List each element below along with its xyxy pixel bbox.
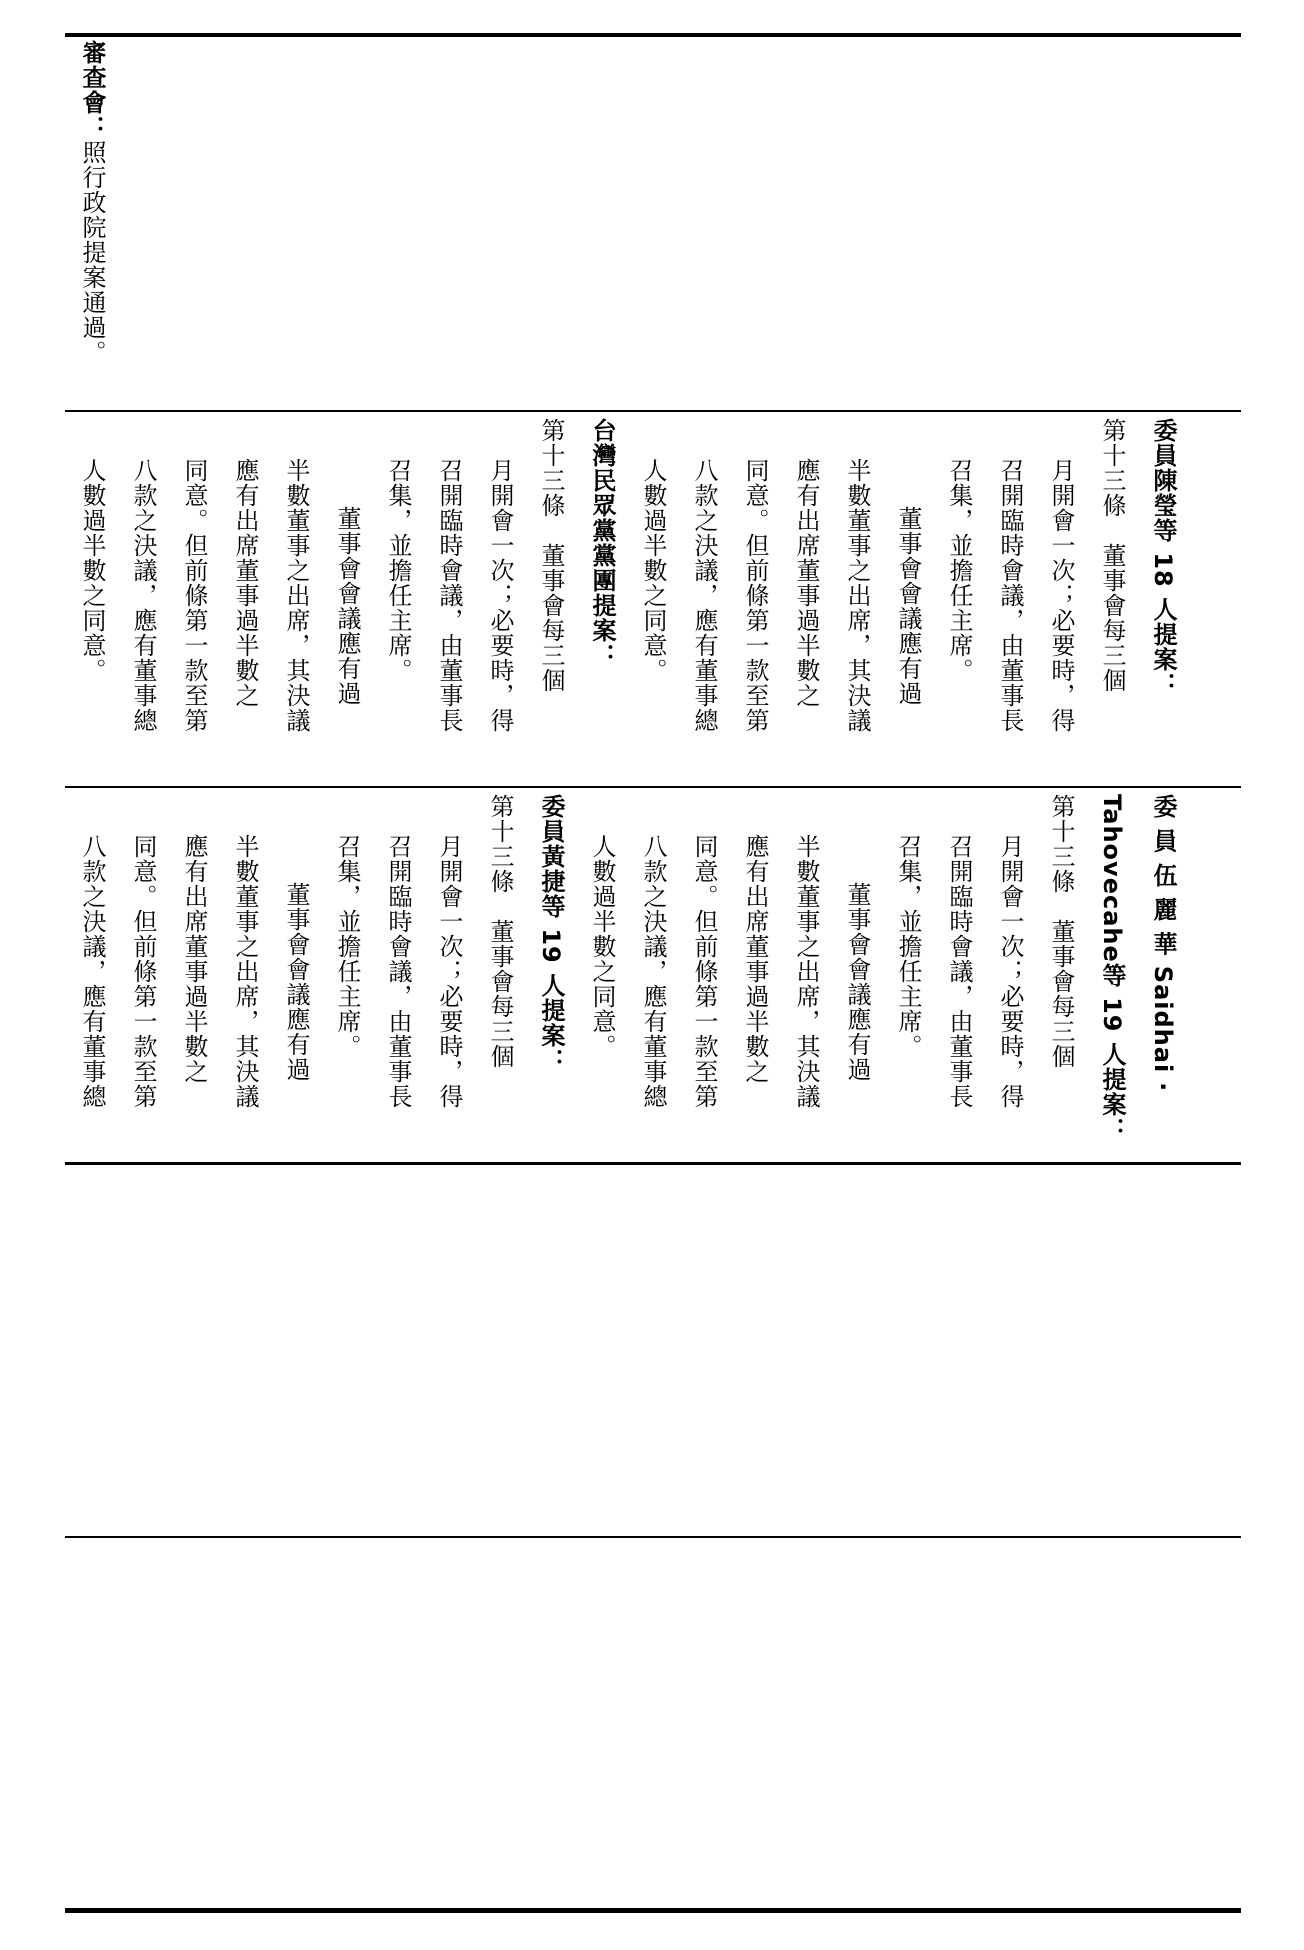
line-text: 召集，並擔任主席。 bbox=[384, 458, 412, 683]
line-text: 召集，並擔任主席。 bbox=[894, 834, 922, 1059]
text-line bbox=[780, 418, 831, 780]
text-line bbox=[117, 794, 168, 1156]
proposer-heading: 委員陳瑩等 18 人提案： bbox=[1149, 418, 1177, 698]
text-line bbox=[423, 794, 474, 1156]
line-text: 應有出席董事過半數之 bbox=[231, 458, 259, 708]
line-text: 半數董事之出席，其決議 bbox=[231, 834, 259, 1109]
text-line bbox=[1137, 418, 1188, 780]
line-text: 第十三條 董事會每三個 bbox=[486, 794, 514, 1069]
proposal-cell-wu-and-huang bbox=[66, 794, 1188, 1156]
line-text: 召集，並擔任主席。 bbox=[333, 834, 361, 1059]
line-text: 人數過半數之同意。 bbox=[78, 458, 106, 683]
text-line bbox=[576, 418, 627, 780]
text-line bbox=[729, 794, 780, 1156]
line-text: 人數過半數之同意。 bbox=[639, 458, 667, 683]
line-text: 董事會會議應有過 bbox=[894, 506, 922, 706]
line-text: 人數過半數之同意。 bbox=[588, 834, 616, 1059]
line-text: 召集，並擔任主席。 bbox=[945, 458, 973, 683]
line-text: 董事會會議應有過 bbox=[843, 882, 871, 1082]
text-line bbox=[678, 418, 729, 780]
text-line bbox=[984, 418, 1035, 780]
text-line bbox=[882, 418, 933, 780]
text-line bbox=[423, 418, 474, 780]
proposal-cell-chen-and-tpp bbox=[66, 418, 1188, 780]
empty-row-5 bbox=[65, 1540, 1241, 1906]
row-divider-1 bbox=[65, 410, 1241, 412]
line-text: 八款之決議，應有董事總 bbox=[78, 834, 106, 1109]
line-text: 同意。但前條第一款至第 bbox=[180, 458, 208, 733]
text-line bbox=[168, 418, 219, 780]
text-line bbox=[627, 794, 678, 1156]
line-text: 半數董事之出席，其決議 bbox=[843, 458, 871, 733]
proposer-heading: 委 員 伍 麗 華 Saidhai ‧ bbox=[1149, 794, 1177, 1092]
text-line bbox=[1086, 794, 1137, 1156]
text-line bbox=[474, 418, 525, 780]
text-line bbox=[882, 794, 933, 1156]
text-line bbox=[678, 794, 729, 1156]
text-line bbox=[984, 794, 1035, 1156]
text-line bbox=[372, 418, 423, 780]
text-line bbox=[525, 418, 576, 780]
line-text: 同意。但前條第一款至第 bbox=[690, 834, 718, 1109]
row-divider-3 bbox=[65, 1162, 1241, 1165]
text-line bbox=[933, 418, 984, 780]
line-text: 第十三條 董事會每三個 bbox=[1098, 418, 1126, 693]
line-text: 八款之決議，應有董事總 bbox=[129, 458, 157, 733]
text-line bbox=[474, 794, 525, 1156]
line-text: 月開會一次；必要時，得 bbox=[435, 834, 463, 1109]
line-text: 第十三條 董事會每三個 bbox=[1047, 794, 1075, 1069]
text-line bbox=[219, 418, 270, 780]
line-text: 同意。但前條第一款至第 bbox=[129, 834, 157, 1109]
line-text: 八款之決議，應有董事總 bbox=[690, 458, 718, 733]
empty-row-4 bbox=[65, 1166, 1241, 1534]
line-text: 召開臨時會議，由董事長 bbox=[435, 458, 463, 733]
text-line bbox=[1035, 794, 1086, 1156]
line-text: 月開會一次；必要時，得 bbox=[996, 834, 1024, 1109]
text-line bbox=[270, 418, 321, 780]
line-text: 半數董事之出席，其決議 bbox=[792, 834, 820, 1109]
text-line bbox=[576, 794, 627, 1156]
line-text: 月開會一次；必要時，得 bbox=[486, 458, 514, 733]
text-line bbox=[168, 794, 219, 1156]
line-text: 召開臨時會議，由董事長 bbox=[384, 834, 412, 1109]
line-text: 半數董事之出席，其決議 bbox=[282, 458, 310, 733]
line-text: 應有出席董事過半數之 bbox=[180, 834, 208, 1084]
line-text: 董事會會議應有過 bbox=[282, 882, 310, 1082]
line-text: 月開會一次；必要時，得 bbox=[1047, 458, 1075, 733]
text-line bbox=[372, 794, 423, 1156]
text-line bbox=[321, 418, 372, 780]
text-line bbox=[1137, 794, 1188, 1156]
proposer-heading: Tahovecahe等 19 人提案： bbox=[1098, 794, 1126, 1142]
text-line bbox=[933, 794, 984, 1156]
bottom-border bbox=[65, 1908, 1241, 1913]
text-line bbox=[117, 418, 168, 780]
text-line bbox=[66, 794, 117, 1156]
line-text: 同意。但前條第一款至第 bbox=[741, 458, 769, 733]
line-text: 召開臨時會議，由董事長 bbox=[996, 458, 1024, 733]
text-line bbox=[627, 418, 678, 780]
row-divider-2 bbox=[65, 786, 1241, 788]
text-line bbox=[831, 418, 882, 780]
line-text: 應有出席董事過半數之 bbox=[792, 458, 820, 708]
line-text: 照行政院提案通過。 bbox=[78, 140, 106, 365]
line-text: 召開臨時會議，由董事長 bbox=[945, 834, 973, 1109]
row-divider-4 bbox=[65, 1536, 1241, 1538]
text-line bbox=[66, 418, 117, 780]
top-border bbox=[65, 33, 1241, 37]
text-line bbox=[729, 418, 780, 780]
line-text: 第十三條 董事會每三個 bbox=[537, 418, 565, 693]
proposer-heading: 委員黃捷等 19 人提案： bbox=[537, 794, 565, 1074]
text-line bbox=[270, 794, 321, 1156]
text-line bbox=[219, 794, 270, 1156]
proposer-heading: 台灣民眾黨黨團提案： bbox=[588, 418, 616, 668]
line-text: 八款之決議，應有董事總 bbox=[639, 834, 667, 1109]
text-line bbox=[321, 794, 372, 1156]
text-line bbox=[66, 40, 117, 405]
line-text: 應有出席董事過半數之 bbox=[741, 834, 769, 1084]
text-line bbox=[1086, 418, 1137, 780]
text-line bbox=[780, 794, 831, 1156]
text-line bbox=[1035, 418, 1086, 780]
proposer-heading: 審查會： bbox=[78, 40, 106, 140]
line-text: 董事會會議應有過 bbox=[333, 506, 361, 706]
text-line bbox=[831, 794, 882, 1156]
text-line bbox=[525, 794, 576, 1156]
review-committee-cell bbox=[66, 40, 117, 405]
